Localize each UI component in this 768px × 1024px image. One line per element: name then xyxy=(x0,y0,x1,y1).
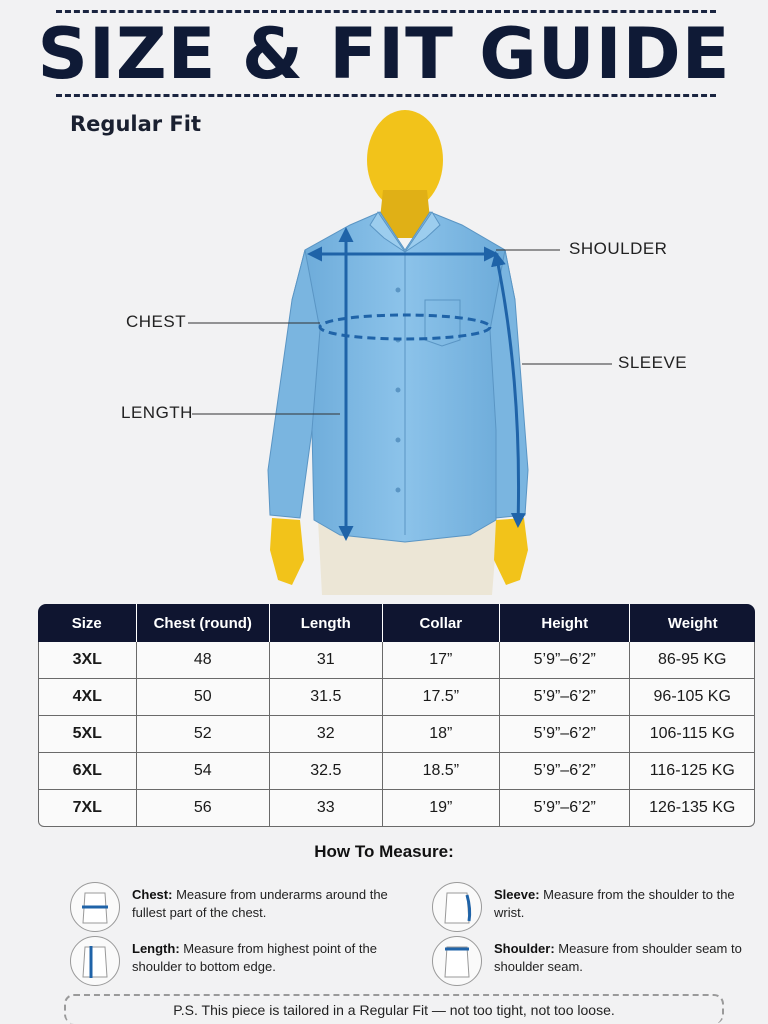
cell-chest: 48 xyxy=(137,642,270,679)
cell-weight: 96-105 KG xyxy=(630,679,755,716)
table-row xyxy=(38,753,755,790)
measure-text-sleeve xyxy=(494,886,764,922)
cell-size: 4XL xyxy=(38,679,137,716)
title-divider xyxy=(56,94,716,97)
cell-length: 32 xyxy=(270,716,383,753)
header-length: Length xyxy=(270,604,383,642)
sleeve-label: SLEEVE xyxy=(618,353,688,372)
shirt-figure xyxy=(0,105,768,595)
measure-term: Sleeve: xyxy=(494,887,540,902)
cell-collar: 18.5” xyxy=(383,753,500,790)
cell-weight: 106-115 KG xyxy=(630,716,755,753)
measure-desc: Measure from highest point of the shoulder to bottom edge. xyxy=(132,941,377,974)
cell-chest: 50 xyxy=(137,679,270,716)
header-size: Size xyxy=(38,604,137,642)
cell-collar: 17.5” xyxy=(383,679,500,716)
cell-collar: 18” xyxy=(383,716,500,753)
fit-note: P.S. This piece is tailored in a Regular Fit — not too tight, not too loose. xyxy=(64,994,724,1024)
measure-desc: Measure from the shoulder to the wrist. xyxy=(494,887,735,920)
shirt-body xyxy=(292,212,515,542)
cell-collar: 19” xyxy=(383,790,500,827)
header-height: Height xyxy=(500,604,630,642)
cell-collar: 17” xyxy=(383,642,500,679)
size-table xyxy=(38,604,755,827)
cell-chest: 52 xyxy=(137,716,270,753)
cell-length: 31 xyxy=(270,642,383,679)
measure-desc: Measure from underarms around the fullest part of the chest. xyxy=(132,887,388,920)
chest-label: CHEST xyxy=(126,312,187,331)
table-row xyxy=(38,679,755,716)
cell-length: 32.5 xyxy=(270,753,383,790)
header-weight: Weight xyxy=(630,604,755,642)
how-to-measure-title: How To Measure: xyxy=(314,842,454,861)
measure-term: Chest: xyxy=(132,887,173,902)
table-header-row xyxy=(38,604,755,642)
chest-measure-icon xyxy=(70,882,120,932)
table-row xyxy=(38,790,755,827)
measure-term: Shoulder: xyxy=(494,941,555,956)
length-measure-icon xyxy=(70,936,120,986)
cell-height: 5’9”–6’2” xyxy=(500,790,630,827)
measure-text-length xyxy=(132,940,402,976)
cell-weight: 116-125 KG xyxy=(630,753,755,790)
header-chest: Chest (round) xyxy=(137,604,270,642)
measure-text-shoulder xyxy=(494,940,764,976)
shoulder-label: SHOULDER xyxy=(569,239,668,258)
cell-weight: 86-95 KG xyxy=(630,642,755,679)
table-row xyxy=(38,642,755,679)
cell-weight: 126-135 KG xyxy=(630,790,755,827)
cell-size: 7XL xyxy=(38,790,137,827)
length-label: LENGTH xyxy=(121,403,193,422)
measure-term: Length: xyxy=(132,941,180,956)
cell-height: 5’9”–6’2” xyxy=(500,716,630,753)
cell-height: 5’9”–6’2” xyxy=(500,753,630,790)
cell-chest: 56 xyxy=(137,790,270,827)
cell-size: 3XL xyxy=(38,642,137,679)
shirt-illustration xyxy=(0,105,768,595)
left-sleeve xyxy=(268,250,320,518)
shoulder-measure-icon xyxy=(432,936,482,986)
table-row xyxy=(38,716,755,753)
measure-text-chest xyxy=(132,886,402,922)
cell-length: 31.5 xyxy=(270,679,383,716)
cell-height: 5’9”–6’2” xyxy=(500,642,630,679)
cell-height: 5’9”–6’2” xyxy=(500,679,630,716)
cell-size: 6XL xyxy=(38,753,137,790)
left-hand xyxy=(270,518,304,585)
cell-size: 5XL xyxy=(38,716,137,753)
measure-desc: Measure from shoulder seam to shoulder seam. xyxy=(494,941,742,974)
cell-chest: 54 xyxy=(137,753,270,790)
fit-subtitle: Regular Fit xyxy=(70,112,202,136)
sleeve-measure-icon xyxy=(432,882,482,932)
right-hand xyxy=(494,518,528,585)
header-collar: Collar xyxy=(383,604,500,642)
cell-length: 33 xyxy=(270,790,383,827)
page-title: SIZE & FIT GUIDE xyxy=(37,13,731,95)
